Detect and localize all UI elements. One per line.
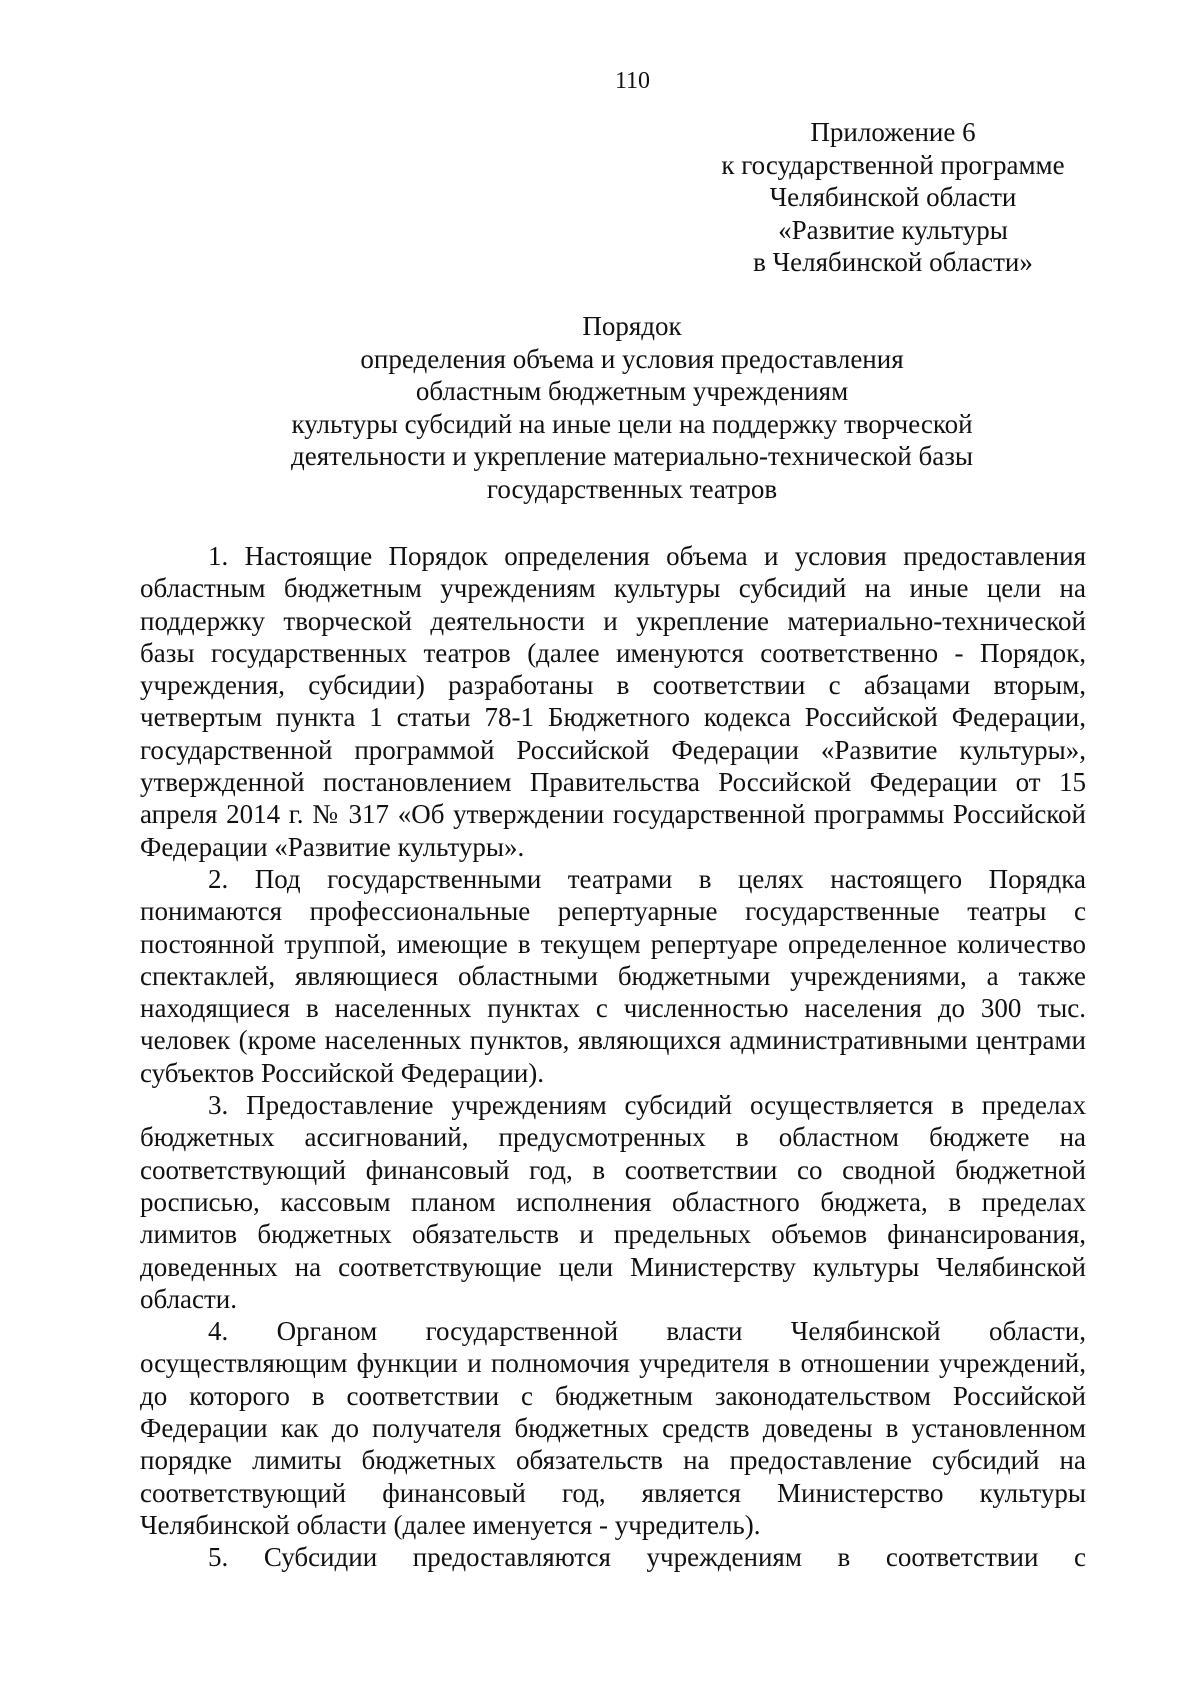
paragraph-1: 1. Настоящие Порядок определения объема и условия предоставления областным бюджетным учреждениям культуры субсидий на иные цели на поддержку творческой деятельности и укрепление материально-технической базы государственных театров (далее именуются соответственно - Порядок, учреждения, субсидии) разработаны в соответствии с абзацами вторым, четвертым пункта 1 статьи 78-1 Бюджетного кодекса Российской Федерации, государственной программой Российской Федерации «Развитие культуры», утвержденной постановлением Правительства Российской Федерации от 15 апреля 2014 г. № 317 «Об утверждении государственной программы Российской Федерации «Развитие культуры». [140, 541, 1086, 862]
title-line: областным бюджетным учреждениям [415, 376, 849, 406]
title-line: деятельности и укрепление материально-технической базы [290, 441, 974, 471]
title-line: государственных театров [486, 473, 778, 504]
appendix-header [700, 116, 1086, 279]
appendix-line: «Развитие культуры [778, 214, 1008, 245]
document-title [200, 310, 1064, 505]
paragraph-3: 3. Предоставление учреждениям субсидий осуществляется в пределах бюджетных ассигнований, предусмотренных в областном бюджете на соответствующий финансовый год, в соответствии со сводной бюджетной росписью, кассовым планом исполнения областного бюджета, в пределах лимитов бюджетных обязательств и предельных объемов финансирования, доведенных на соответствующие цели Министерству культуры Челябинской области. [140, 1090, 1086, 1314]
document-body [140, 540, 1086, 1574]
page-number: 110 [614, 68, 651, 94]
paragraph-4: 4. Органом государственной власти Челябинской области, осуществляющим функции и полномочия учредителя в отношении учреждений, до которого в соответствии с бюджетным законодательством Российской Федерации как до получателя бюджетных средств доведены в установленном порядке лимиты бюджетных обязательств на предоставление субсидий на соответствующий финансовый год, является Министерство культуры Челябинской области (далее именуется - учредитель). [140, 1316, 1086, 1540]
title-line: определения объема и условия предоставления [360, 343, 904, 374]
appendix-line: к государственной программе [721, 149, 1065, 180]
appendix-line: Челябинской области [769, 182, 1017, 212]
paragraph-2: 2. Под государственными театрами в целях настоящего Порядка понимаются профессиональные репертуарные государственные театры с постоянной труппой, имеющие в текущем репертуаре определенное количество спектаклей, являющиеся областными бюджетными учреждениями, а также находящиеся в населенных пунктах с численностью населения до 300 тыс. человек (кроме населенных пунктов, являющихся административными центрами субъектов Российской Федерации). [140, 863, 1086, 1088]
title-line: культуры субсидий на иные цели на поддержку творческой [291, 408, 973, 439]
appendix-line: в Челябинской области» [753, 247, 1033, 277]
paragraph-5: 5. Субсидии предоставляются учреждениям в соответствии с [208, 1542, 1086, 1573]
appendix-line: Приложение 6 [810, 117, 976, 147]
title-line: Порядок [582, 311, 682, 341]
